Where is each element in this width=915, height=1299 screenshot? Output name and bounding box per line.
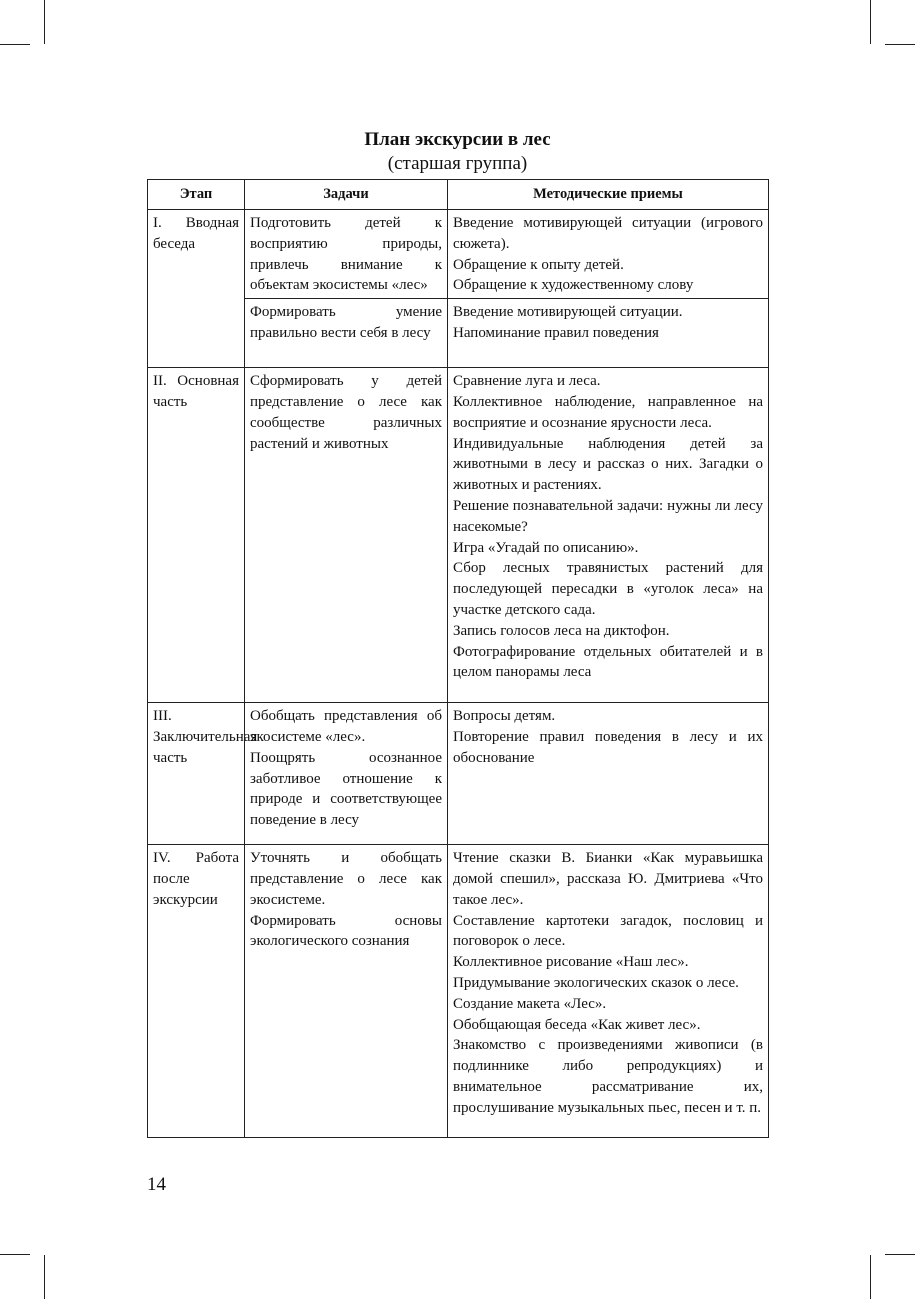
- method-text: Коллективное рисование «Наш лес».: [453, 954, 689, 971]
- table-row: [148, 210, 769, 299]
- method-text: Обращение к художественному слову: [453, 277, 694, 294]
- method-text: Сравнение луга и леса.: [453, 373, 601, 390]
- task-text: Формировать основы экологического сознания: [250, 912, 442, 950]
- method-text: Повторение правил поведения в лесу и их обоснование: [453, 728, 763, 766]
- crop-mark-bottom-right: [870, 1255, 871, 1299]
- method-text: Запись голосов леса на диктофон.: [453, 622, 670, 639]
- method-text: Введение мотивирующей ситуации.: [453, 304, 683, 321]
- task-text: Поощрять осознанное заботливое отношение к природе и соответствующее поведение в лесу: [250, 749, 442, 829]
- task-text: Уточнять и обобщать представление о лесе как экосистеме.: [250, 850, 442, 908]
- method-text: Игра «Угадай по описанию».: [453, 539, 639, 556]
- method-text: Введение мотивирующей ситуации (игрового сюжета).: [453, 215, 763, 252]
- tasks-cell: [245, 845, 448, 1138]
- stage-label: I. Вводная беседа: [153, 215, 239, 252]
- header-stage: Этап: [148, 180, 245, 210]
- task-text: Обобщать представления об экосистеме «лес».: [250, 708, 442, 745]
- method-text: Напоминание правил поведения: [453, 324, 659, 341]
- methods-cell: [448, 299, 769, 368]
- methods-cell: [448, 210, 769, 299]
- title-block: [0, 128, 915, 176]
- methods-cell: [448, 845, 769, 1138]
- excursion-plan-table: [147, 179, 769, 1138]
- tasks-cell: [245, 299, 448, 368]
- tasks-cell: [245, 703, 448, 845]
- crop-mark-top-right: [870, 0, 871, 44]
- tasks-cell: [245, 210, 448, 299]
- table-row: [148, 845, 769, 1138]
- crop-mark-top-left-h: [0, 44, 30, 45]
- page-subtitle: (старшая группа): [387, 153, 528, 174]
- tasks-cell: [245, 368, 448, 703]
- method-text: Придумывание экологических сказок о лесе.: [453, 974, 739, 991]
- stage-cell: [148, 703, 258, 845]
- crop-mark-bottom-left-h: [0, 1254, 30, 1255]
- method-text: Сбор лесных травянистых растений для последующей пересадки в «уголок леса» на участке детского сада.: [453, 560, 763, 618]
- task-text: Сформировать у детей представление о лесе как сообществе различных растений и животных: [250, 373, 442, 452]
- method-text: Решение познавательной задачи: нужны ли лесу насекомые?: [453, 497, 763, 535]
- task-text: Подготовить детей к восприятию природы, привлечь внимание к объектам экосистемы «лес»: [250, 215, 442, 294]
- method-text: Индивидуальные наблюдения детей за животными в лесу и рассказ о них. Загадки о животных и растениях.: [453, 435, 763, 494]
- method-text: Чтение сказки В. Бианки «Как муравьишка домой спешил», рассказа Ю. Дмитриева «Что такое лес».: [453, 850, 763, 908]
- header-methods: Методические приемы: [448, 180, 769, 210]
- page-title: План экскурсии в лес: [364, 129, 551, 150]
- methods-cell: [448, 368, 769, 703]
- crop-mark-bottom-right-h: [885, 1254, 915, 1255]
- crop-mark-top-right-h: [885, 44, 915, 45]
- method-text: Составление картотеки загадок, пословиц и поговорок о лесе.: [453, 912, 763, 950]
- page-number: 14: [147, 1174, 166, 1195]
- methods-cell: [448, 703, 769, 845]
- stage-label: IV. Работа после экскурсии: [153, 850, 239, 908]
- method-text: Знакомство с произведениями живописи (в подлиннике либо репродукциях) и внимательное рассматривание их, прослушивание музыкальных пьес, песен и т. п.: [453, 1037, 763, 1116]
- method-text: Создание макета «Лес».: [453, 995, 607, 1012]
- header-tasks: Задачи: [245, 180, 448, 210]
- method-text: Обращение к опыту детей.: [453, 256, 624, 273]
- stage-label: III. Заключительная часть: [153, 708, 258, 766]
- stage-cell: [148, 368, 245, 703]
- method-text: Коллективное наблюдение, направленное на восприятие и осознание ярусности леса.: [453, 393, 763, 431]
- crop-mark-top-left: [44, 0, 45, 44]
- method-text: Обобщающая беседа «Как живет лес».: [453, 1016, 701, 1033]
- table-row: [148, 703, 769, 845]
- table-header-row: [148, 180, 769, 210]
- stage-cell: [148, 210, 245, 368]
- crop-mark-bottom-left: [44, 1255, 45, 1299]
- method-text: Фотографирование отдельных обитателей и в целом панорамы леса: [453, 643, 763, 681]
- method-text: Вопросы детям.: [453, 708, 556, 725]
- table-row: [148, 368, 769, 703]
- stage-label: II. Основная часть: [153, 373, 239, 410]
- task-text: Формировать умение правильно вести себя в лесу: [250, 304, 442, 341]
- stage-cell: [148, 845, 245, 1138]
